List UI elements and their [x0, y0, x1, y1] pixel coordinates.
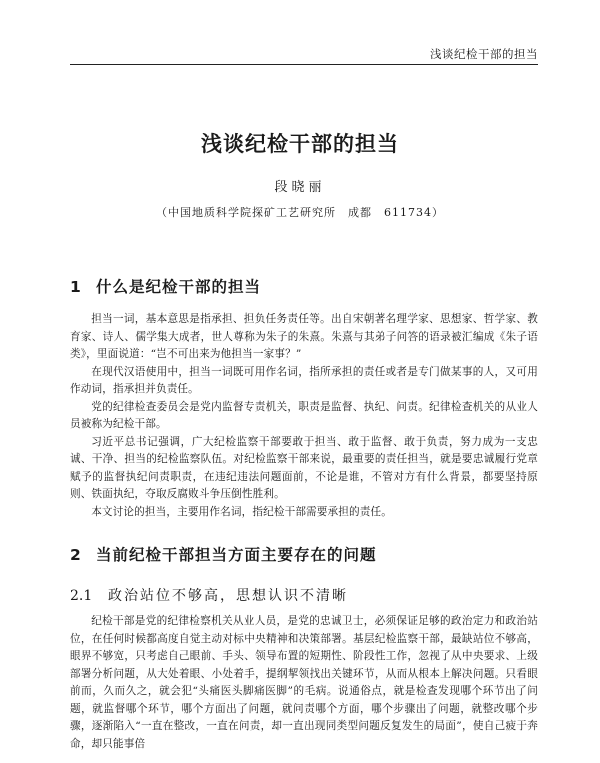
- section-1-body: [70, 311, 538, 521]
- subsection-number: 2.1: [70, 588, 93, 604]
- paragraph: 党的纪律检查委员会是党内监督专责机关，职责是监督、执纪、问责。纪律检查机关的从业人员被称为纪检干部。: [70, 400, 538, 430]
- running-head: 浅谈纪检干部的担当: [430, 47, 538, 61]
- section-title: 什么是纪检干部的担当: [96, 278, 262, 296]
- subsection-title: 政治站位不够高，思想认识不清晰: [108, 588, 348, 604]
- paper-title: 浅谈纪检干部的担当: [201, 132, 399, 156]
- section-1-heading: [70, 275, 538, 297]
- subsection-2-1-body: [70, 613, 538, 753]
- paragraph: 在现代汉语使用中，担当一词既可用作名词，指所承担的责任或者是专门做某事的人，又可用作动词，指承担并负责任。: [70, 365, 538, 395]
- paragraph: 本文讨论的担当，主要用作名词，指纪检干部需要承担的责任。: [91, 505, 393, 518]
- section-2-heading: [70, 543, 538, 565]
- paragraph: 习近平总书记强调，广大纪检监察干部要敢于担当、敢于监督、敢于负责，努力成为一支忠诚、干净、担当的纪检监察队伍。对纪检监察干部来说，最重要的责任担当，就是要忠诚履行党章赋予的监督执纪问责职责，在违纪违法问题面前，不论是谁，不管对方有什么背景，都要坚持原则、铁面执纪，夺取反腐败斗争压倒性胜利。: [70, 435, 538, 500]
- section-number: 2: [70, 546, 82, 564]
- section-number: 1: [70, 278, 82, 296]
- header-rule: [70, 64, 538, 65]
- paragraph: 担当一词，基本意思是指承担、担负任务责任等。出自宋朝著名理学家、思想家、哲学家、教育家、诗人、儒学集大成者，世人尊称为朱子的朱熹。朱熹与其弟子问答的语录被汇编成《朱子语类》，里面说道：“岂不可出来为他担当一家事？”: [70, 313, 538, 360]
- author-name: 段晓丽: [274, 180, 326, 195]
- subsection-2-1-heading: [70, 585, 538, 605]
- author-affiliation: （中国地质科学院探矿工艺研究所 成都 611734）: [156, 206, 444, 219]
- section-title: 当前纪检干部担当方面主要存在的问题: [96, 546, 377, 564]
- paragraph: 纪检干部是党的纪律检察机关从业人员，是党的忠诚卫士，必须保证足够的政治定力和政治站位，在任何时候都高度自觉主动对标中央精神和决策部署。基层纪检监察干部，最缺站位不够高，眼界不够宽，只考虑自己眼前、手头、领导布置的短期性、阶段性工作，忽视了从中央要求、上级部署分析问题，从大处着眼、小处着手，提纲挈领找出关键环节，从而从根本上解决问题。只看眼前而，久而久之，就会犯“头痛医头脚痛医脚”的毛病。说通俗点，就是检查发现哪个环节出了问题，就监督哪个环节，哪个方面出了问题，就问责哪个方面，哪个步骤出了问题，就整改哪个步骤，逐渐陷入“一直在整改，一直在问责，却一直出现同类型问题反复发生的局面”，使自己疲于奔命，却只能事倍: [70, 615, 538, 750]
